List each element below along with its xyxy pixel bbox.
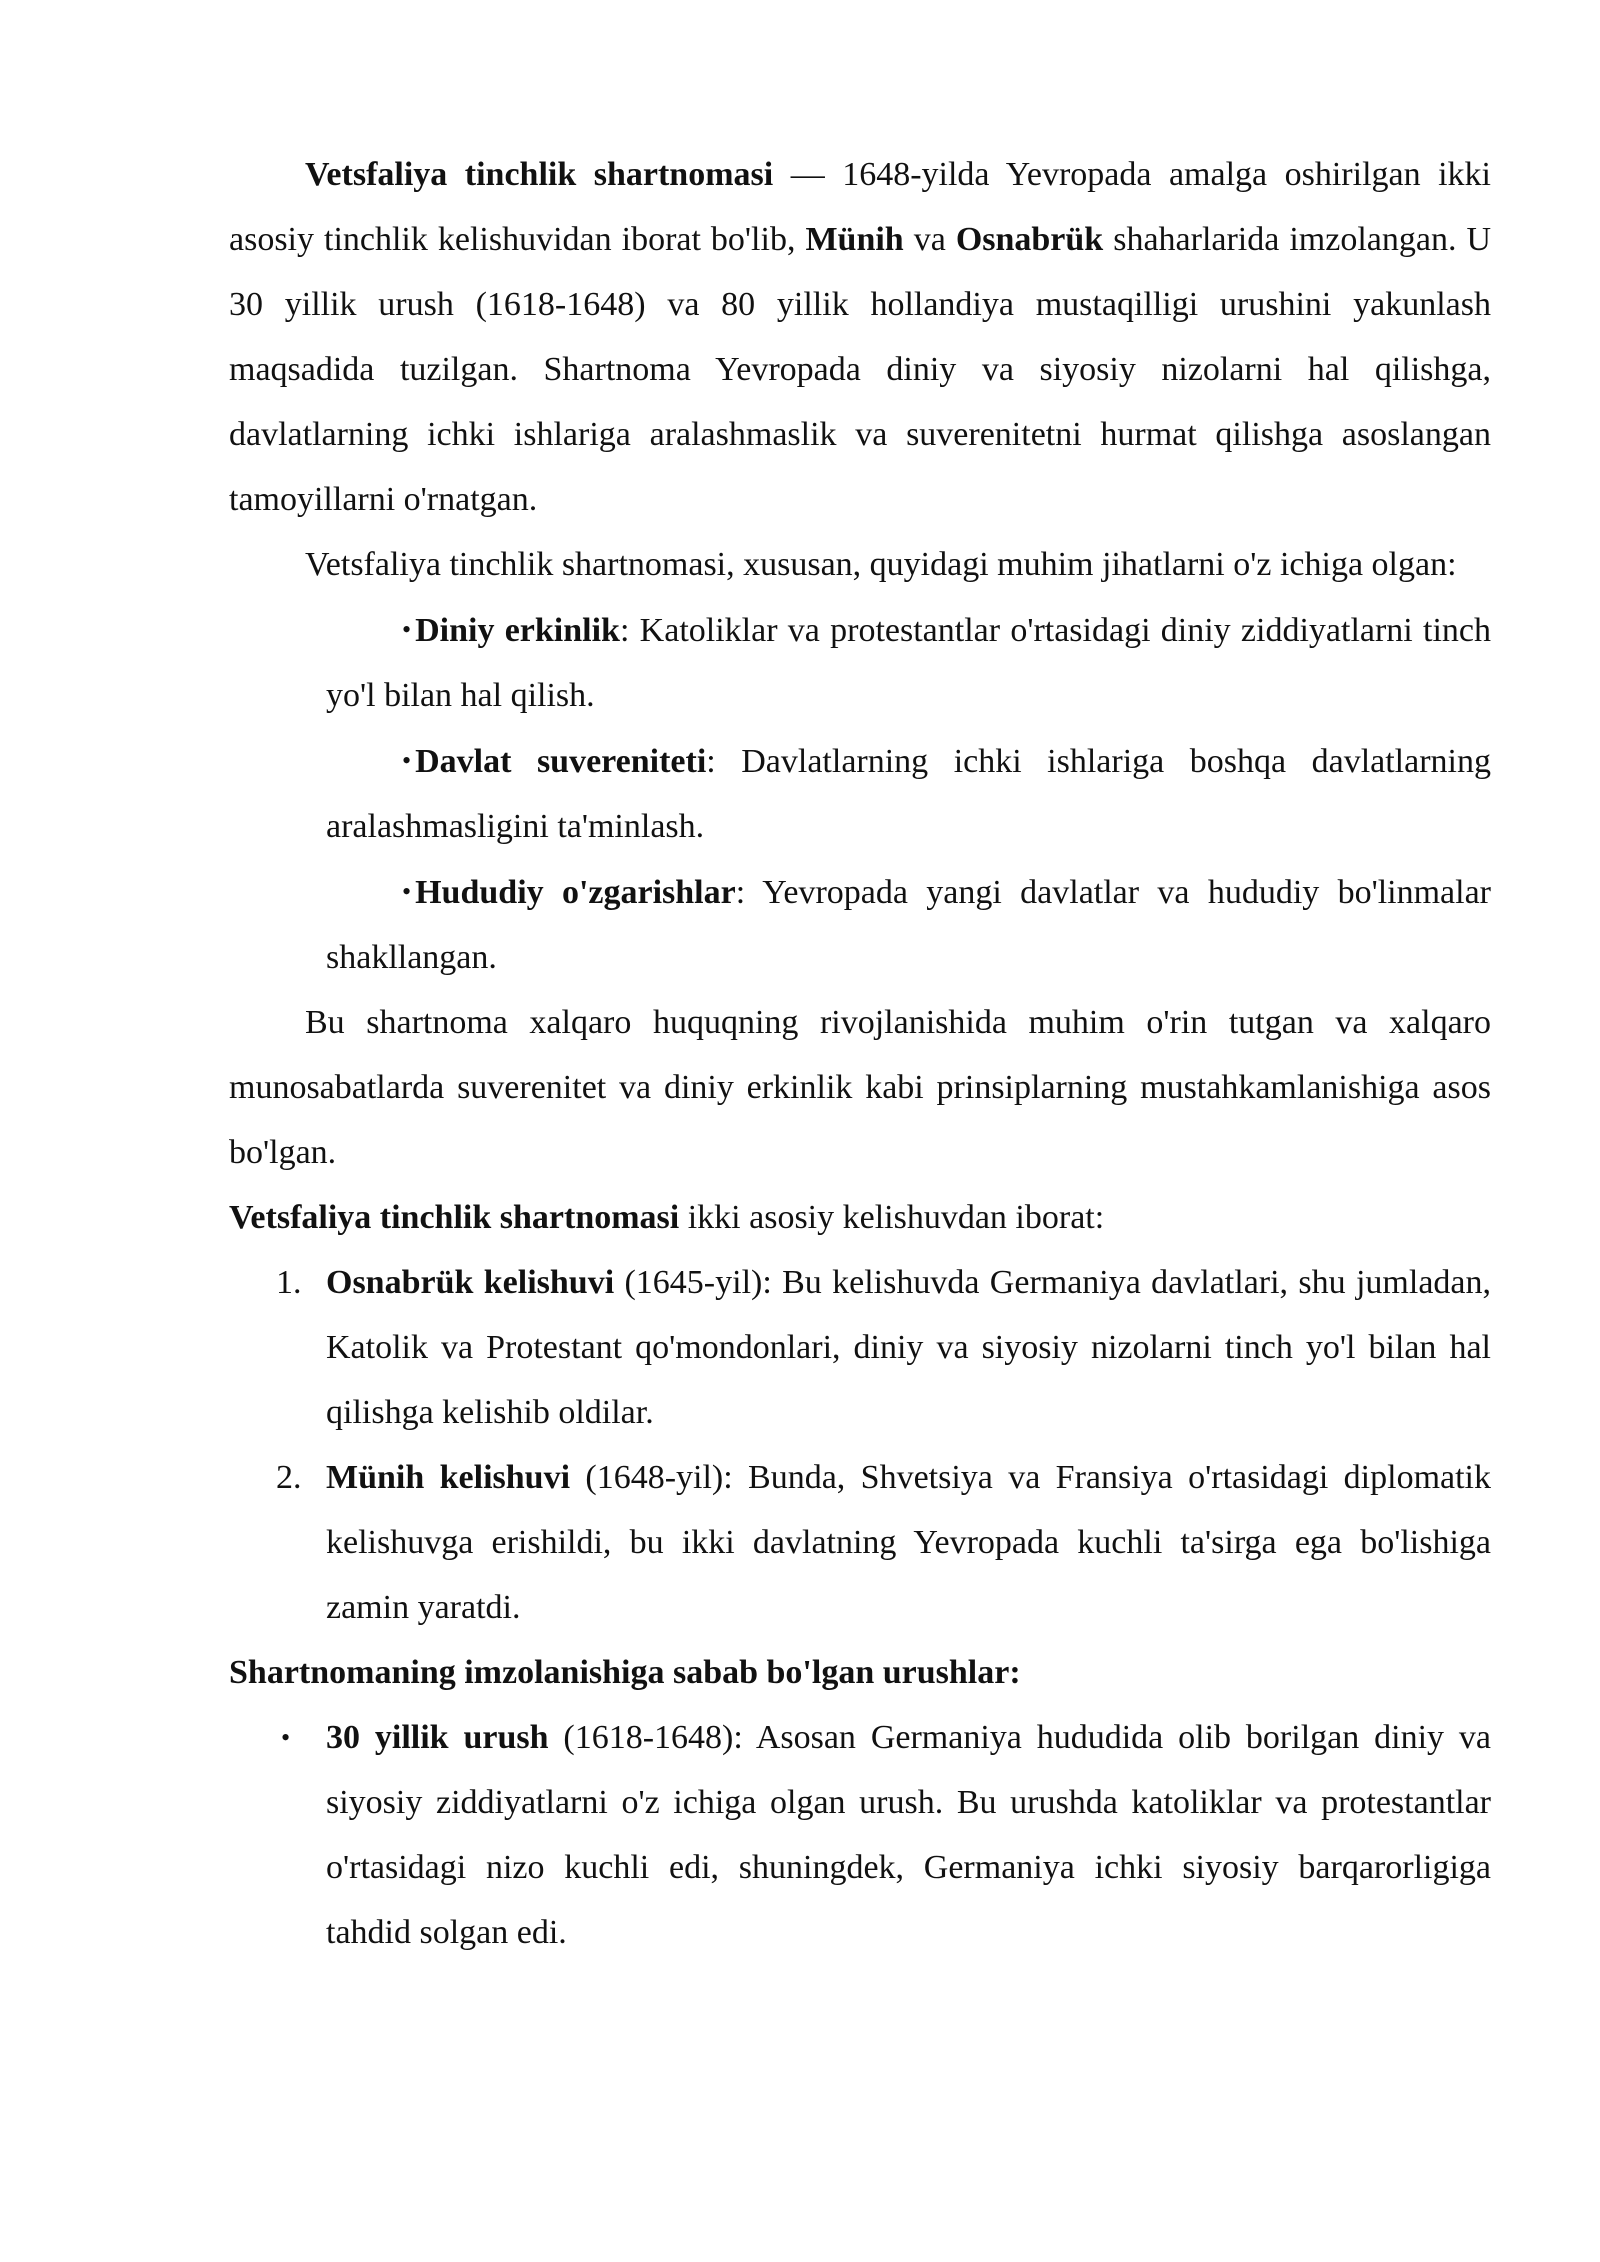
intro-text-2: va bbox=[903, 221, 956, 258]
agreement-text: (1648-yil): Bunda, Shvetsiya va Fransiya o'rtasidagi diplomatik kelishuvga erishildi, bu ikki davlatning Yevropada kuchli ta'sirga ega bo'lishiga zamin yaratdi. bbox=[326, 1459, 1491, 1626]
intro-paragraph bbox=[229, 142, 1491, 532]
list-number: 2. bbox=[276, 1459, 302, 1496]
aspect-term: Davlat suvereniteti bbox=[415, 743, 707, 780]
war-term: 30 yillik urush bbox=[326, 1719, 549, 1756]
agreement-item bbox=[229, 1250, 1491, 1445]
intro-city-2: Osnabrük bbox=[955, 221, 1104, 258]
aspect-term: Diniy erkinlik bbox=[415, 612, 620, 649]
aspect-separator: : bbox=[735, 874, 746, 911]
aspect-separator: : bbox=[706, 743, 716, 780]
aspects-intro-paragraph: Vetsfaliya tinchlik shartnomasi, xususan, quyidagi muhim jihatlarni o'z ichiga olgan: bbox=[305, 546, 1457, 583]
agreements-intro-text: ikki asosiy kelishuvdan iborat: bbox=[679, 1199, 1105, 1236]
wars-heading bbox=[229, 1640, 1491, 1705]
significance-paragraph: Bu shartnoma xalqaro huquqning rivojlanishida muhim o'rin tutgan va xalqaro munosabatlarda suverenitet va diniy erkinlik kabi prinsiplarning mustahkamlanishiga asos bo'lgan. bbox=[229, 1004, 1491, 1171]
aspect-term: Hududiy o'zgarishlar bbox=[415, 874, 736, 911]
war-text: (1618-1648): Asosan Germaniya hududida olib borilgan diniy va siyosiy ziddiyatlarni o'z ichiga olgan urush. Bu urushda katoliklar va protestantlar o'rtasidagi nizo kuchli edi, shuningdek, Germaniya ichki siyosiy barqarorligiga tahdid solgan edi. bbox=[326, 1719, 1491, 1951]
aspect-text: Katoliklar va protestantlar o'rtasidagi diniy ziddiyatlarni tinch yo'l bilan hal qilish. bbox=[326, 612, 1491, 714]
agreements-intro-term: Vetsfaliya tinchlik shartnomasi bbox=[229, 1199, 680, 1236]
aspect-text: Davlatlarning ichki ishlariga boshqa davlatlarning aralashmasligini ta'minlash. bbox=[326, 743, 1491, 845]
bullet-icon: • bbox=[402, 877, 412, 906]
wars-heading-text: Shartnomaning imzolanishiga sabab bo'lgan urushlar: bbox=[229, 1654, 1021, 1691]
intro-term: Vetsfaliya tinchlik shartnomasi bbox=[305, 156, 774, 193]
agreements-intro-paragraph bbox=[229, 1185, 1491, 1250]
intro-text-3: shaharlarida imzolangan. U 30 yillik urush (1618-1648) va 80 yillik hollandiya mustaqilligi urushini yakunlash maqsadida tuzilgan. Shartnoma Yevropada diniy va siyosiy nizolarni hal qilishga, davlatlarning ichki ishlariga aralashmaslik va suverenitetni hurmat qilishga asoslangan tamoyillarni o'rnatgan. bbox=[229, 221, 1492, 518]
bullet-icon: • bbox=[402, 746, 412, 775]
document-page bbox=[229, 142, 1491, 1965]
bullet-icon: • bbox=[281, 1723, 291, 1752]
aspect-separator: : bbox=[619, 612, 630, 649]
aspect-item bbox=[229, 597, 1491, 728]
war-item bbox=[229, 1705, 1491, 1965]
list-number: 1. bbox=[276, 1264, 302, 1301]
aspect-item bbox=[229, 859, 1491, 990]
bullet-icon: • bbox=[402, 615, 412, 644]
agreement-text: (1645-yil): Bu kelishuvda Germaniya davlatlari, shu jumladan, Katolik va Protestant qo'mondonlari, diniy va siyosiy nizolarni tinch yo'l bilan hal qilishga kelishib oldilar. bbox=[326, 1264, 1491, 1431]
aspect-text: Yevropada yangi davlatlar va hududiy bo'linmalar shakllangan. bbox=[326, 874, 1492, 976]
intro-text-1: — 1648-yilda Yevropada amalga oshirilgan ikki asosiy tinchlik kelishuvidan iborat bo'lib, bbox=[229, 156, 1491, 258]
intro-city-1: Münih bbox=[805, 221, 904, 258]
agreement-term: Münih kelishuvi bbox=[326, 1459, 571, 1496]
agreement-item bbox=[229, 1445, 1491, 1640]
aspect-item bbox=[229, 728, 1491, 859]
agreement-term: Osnabrük kelishuvi bbox=[326, 1264, 615, 1301]
